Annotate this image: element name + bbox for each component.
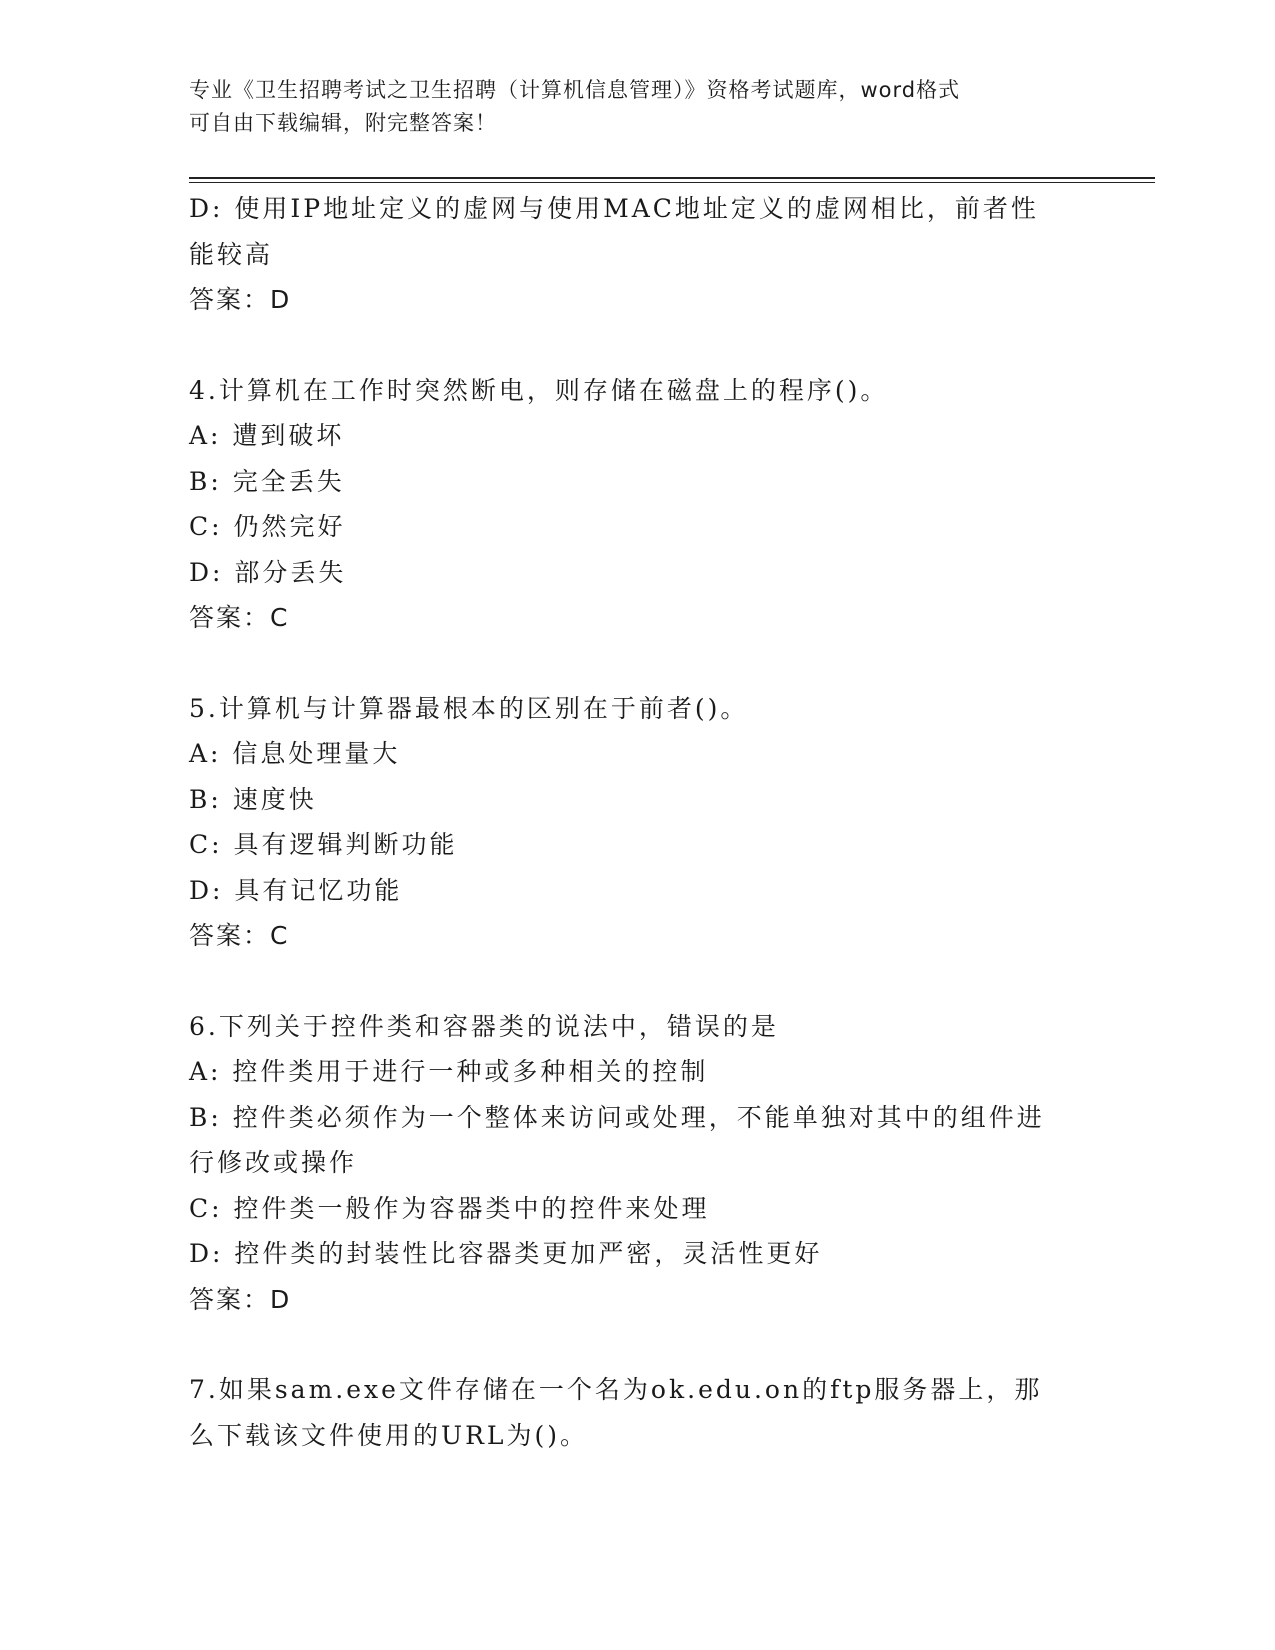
option-d: D: 具有记忆功能	[189, 875, 403, 905]
block-spacer	[189, 641, 1089, 686]
question-block-7	[189, 1367, 1089, 1458]
header-line-1: 专业《卫生招聘考试之卫生招聘（计算机信息管理）》资格考试题库，word格式	[189, 78, 961, 102]
option-c: C: 仍然完好	[189, 512, 346, 541]
question-stem-continued: 么下载该文件使用的URL为()。	[189, 1420, 589, 1450]
option-c: C: 具有逻辑判断功能	[189, 830, 458, 859]
header-divider-thin	[189, 182, 1155, 183]
option-b: B: 完全丢失	[189, 466, 345, 496]
option-b: B: 速度快	[189, 784, 317, 814]
option-d: D: 部分丢失	[189, 557, 347, 587]
option-b-continued: 行修改或操作	[189, 1148, 358, 1177]
answer-line: 答案：D	[189, 285, 292, 314]
question-block-4	[189, 368, 1089, 641]
option-a: A: 遭到破坏	[189, 421, 345, 450]
question-stem: 6.下列关于控件类和容器类的说法中，错误的是	[189, 1011, 779, 1041]
question-block-prev	[189, 186, 1089, 323]
answer-line: 答案：C	[189, 921, 290, 950]
question-block-5	[189, 686, 1089, 959]
answer-line: 答案：C	[189, 603, 290, 632]
answer-line: 答案：D	[189, 1284, 292, 1314]
option-a: A: 信息处理量大	[189, 739, 401, 768]
question-stem: 5.计算机与计算器最根本的区别在于前者()。	[189, 693, 749, 723]
header-divider-thick	[189, 177, 1155, 179]
option-b: B: 控件类必须作为一个整体来访问或处理，不能单独对其中的组件进	[189, 1102, 1045, 1132]
option-c: C: 控件类一般作为容器类中的控件来处理	[189, 1193, 710, 1223]
document-header	[189, 74, 1069, 140]
block-spacer	[189, 959, 1089, 1004]
option-d: D: 使用IP地址定义的虚网与使用MAC地址定义的虚网相比，前者性	[189, 194, 1039, 223]
header-line-2: 可自由下载编辑，附完整答案！	[189, 111, 497, 135]
option-d: D: 控件类的封装性比容器类更加严密，灵活性更好	[189, 1239, 823, 1268]
option-a: A: 控件类用于进行一种或多种相关的控制	[189, 1057, 709, 1086]
question-stem: 7.如果sam.exe文件存储在一个名为ok.edu.on的ftp服务器上，那	[189, 1375, 1043, 1404]
block-spacer	[189, 1322, 1089, 1367]
question-stem: 4.计算机在工作时突然断电，则存储在磁盘上的程序()。	[189, 375, 889, 405]
option-d-continued: 能较高	[189, 239, 274, 269]
question-content	[189, 186, 1089, 1458]
question-block-6	[189, 1004, 1089, 1323]
block-spacer	[189, 323, 1089, 368]
